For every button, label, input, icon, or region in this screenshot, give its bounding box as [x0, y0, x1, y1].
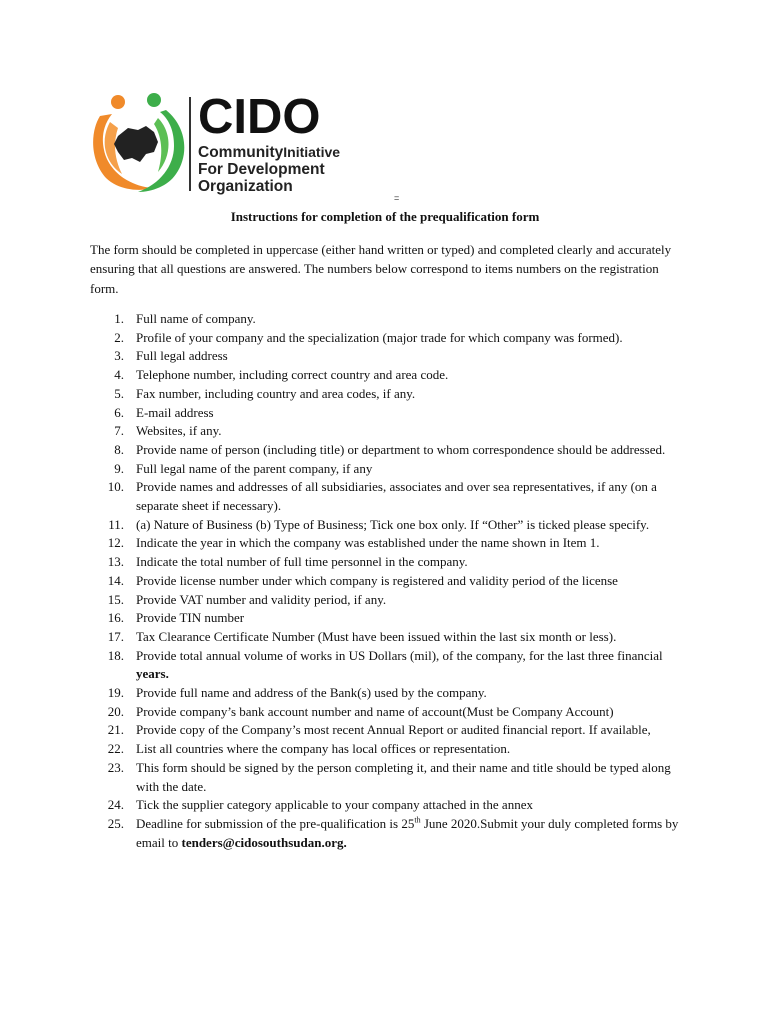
- list-item-text: Full name of company.: [136, 311, 256, 326]
- list-item-text: Full legal name of the parent company, if any: [136, 460, 373, 476]
- list-item: [90, 516, 680, 535]
- list-item: [90, 647, 680, 684]
- logo-line-community: CommunityInitiative: [198, 144, 341, 161]
- list-item-number: 14.: [107, 572, 124, 588]
- list-item-text: Provide total annual volume of works in US Dollars (mil), of the company, for the last three financial: [136, 647, 663, 663]
- stray-mark: =: [394, 193, 400, 203]
- logo-divider: [189, 97, 191, 191]
- list-item: [90, 404, 680, 423]
- list-item: [90, 740, 680, 759]
- list-item-text: Provide copy of the Company’s most recent Annual Report or audited financial report. If available,: [136, 722, 651, 738]
- intro-paragraph: The form should be completed in uppercase (either hand written or typed) and completed clearly and accurately ensuring that all questions are answered. The numbers below correspond to items numbers on the registration form.: [90, 242, 672, 296]
- list-item-deadline: [90, 815, 680, 852]
- logo-map-shape: [114, 126, 158, 162]
- logo-line-organization: Organization: [198, 178, 293, 195]
- list-item: [90, 478, 680, 515]
- list-item-number: 5.: [114, 385, 124, 401]
- list-item-number: 16.: [107, 610, 124, 626]
- list-item-text: Provide full name and address of the Bank(s) used by the company.: [136, 685, 487, 701]
- list-item-text: Tick the supplier category applicable to your company attached in the annex: [136, 797, 533, 813]
- list-item-number: 15.: [107, 591, 124, 607]
- list-item: [90, 591, 680, 610]
- list-item-number: 19.: [107, 685, 124, 701]
- list-item-text: Provide TIN number: [136, 610, 245, 626]
- list-item-number: 21.: [107, 722, 124, 738]
- list-item-number: 11.: [108, 516, 124, 532]
- list-item: [90, 796, 680, 815]
- list-item: [90, 347, 680, 366]
- logo-line-development: For Development: [198, 161, 325, 178]
- list-item-number: 6.: [114, 404, 124, 420]
- logo-word: CIDO: [198, 90, 321, 144]
- list-item-number: 9.: [114, 460, 124, 476]
- list-item-text: Websites, if any.: [136, 423, 222, 439]
- page-title: Instructions for completion of the prequalification form: [230, 209, 540, 224]
- instructions-list: [90, 310, 680, 852]
- list-item: [90, 422, 680, 441]
- list-item-number: 23.: [107, 759, 124, 775]
- list-item-number: 10.: [107, 479, 124, 495]
- list-item: [90, 310, 680, 329]
- list-item-emphasis: years.: [136, 666, 169, 682]
- list-item: [90, 572, 680, 591]
- list-item-number: 8.: [114, 441, 124, 457]
- list-item-text: Provide license number under which company is registered and validity period of the license: [136, 572, 618, 588]
- list-item-text: Provide name of person (including title) or department to whom correspondence should be addressed.: [136, 441, 666, 457]
- list-item-number: 20.: [107, 703, 124, 719]
- deadline-ordinal: th: [414, 815, 421, 825]
- list-item-number: 25.: [107, 815, 124, 831]
- list-item-text: List all countries where the company has local offices or representation.: [136, 741, 511, 757]
- list-item-text: Provide company’s bank account number and name of account(Must be Company Account): [136, 703, 614, 719]
- list-item: [90, 460, 680, 479]
- list-item: [90, 329, 680, 348]
- list-item-text: Indicate the total number of full time personnel in the company.: [136, 554, 468, 570]
- list-item: [90, 534, 680, 553]
- list-item-number: 4.: [114, 367, 124, 383]
- deadline-text: Deadline for submission of the pre-qualification is 25: [136, 815, 415, 831]
- logo-green-head: [147, 93, 161, 107]
- list-item: [90, 553, 680, 572]
- list-item-number: 18.: [107, 647, 124, 663]
- list-item: [90, 703, 680, 722]
- deadline-text-continued: June 2020.Submit your duly completed forms by email to: [136, 815, 679, 850]
- list-item: [90, 385, 680, 404]
- cido-logo-icon: [88, 92, 188, 194]
- list-item-number: 7.: [114, 423, 124, 439]
- list-item: [90, 721, 680, 740]
- logo-orange-head: [111, 95, 125, 109]
- list-item-text: Telephone number, including correct country and area code.: [136, 367, 449, 383]
- list-item-text: Tax Clearance Certificate Number (Must have been issued within the last six month or less).: [136, 628, 617, 644]
- list-item: [90, 684, 680, 703]
- list-item-text: E-mail address: [136, 404, 214, 420]
- list-item: [90, 759, 680, 796]
- list-item-number: 13.: [107, 554, 124, 570]
- list-item-text: Fax number, including country and area codes, if any.: [136, 385, 416, 401]
- list-item-number: 3.: [114, 348, 124, 364]
- list-item: [90, 609, 680, 628]
- list-item: [90, 628, 680, 647]
- submission-email[interactable]: tenders@cidosouthsudan.org.: [181, 834, 347, 850]
- list-item-number: 12.: [107, 535, 124, 551]
- list-item-text: This form should be signed by the person completing it, and their name and title should be typed along with the date.: [136, 759, 671, 794]
- list-item-text: Profile of your company and the specialization (major trade for which company was formed).: [136, 329, 623, 345]
- list-item-number: 1.: [114, 311, 124, 326]
- list-item-text: Provide names and addresses of all subsidiaries, associates and over sea representatives, if any (on a separate sheet if necessary).: [136, 479, 657, 514]
- list-item-number: 17.: [107, 628, 124, 644]
- list-item-number: 24.: [107, 797, 124, 813]
- list-item-text: Provide VAT number and validity period, if any.: [136, 591, 387, 607]
- list-item-number: 2.: [114, 329, 124, 345]
- list-item-text: Full legal address: [136, 348, 228, 364]
- list-item-number: 22.: [107, 741, 124, 757]
- list-item-text: Indicate the year in which the company was established under the name shown in Item 1.: [136, 535, 600, 551]
- list-item-text: (a) Nature of Business (b) Type of Business; Tick one box only. If “Other” is ticked please specify.: [136, 516, 650, 532]
- list-item: [90, 441, 680, 460]
- list-item: [90, 366, 680, 385]
